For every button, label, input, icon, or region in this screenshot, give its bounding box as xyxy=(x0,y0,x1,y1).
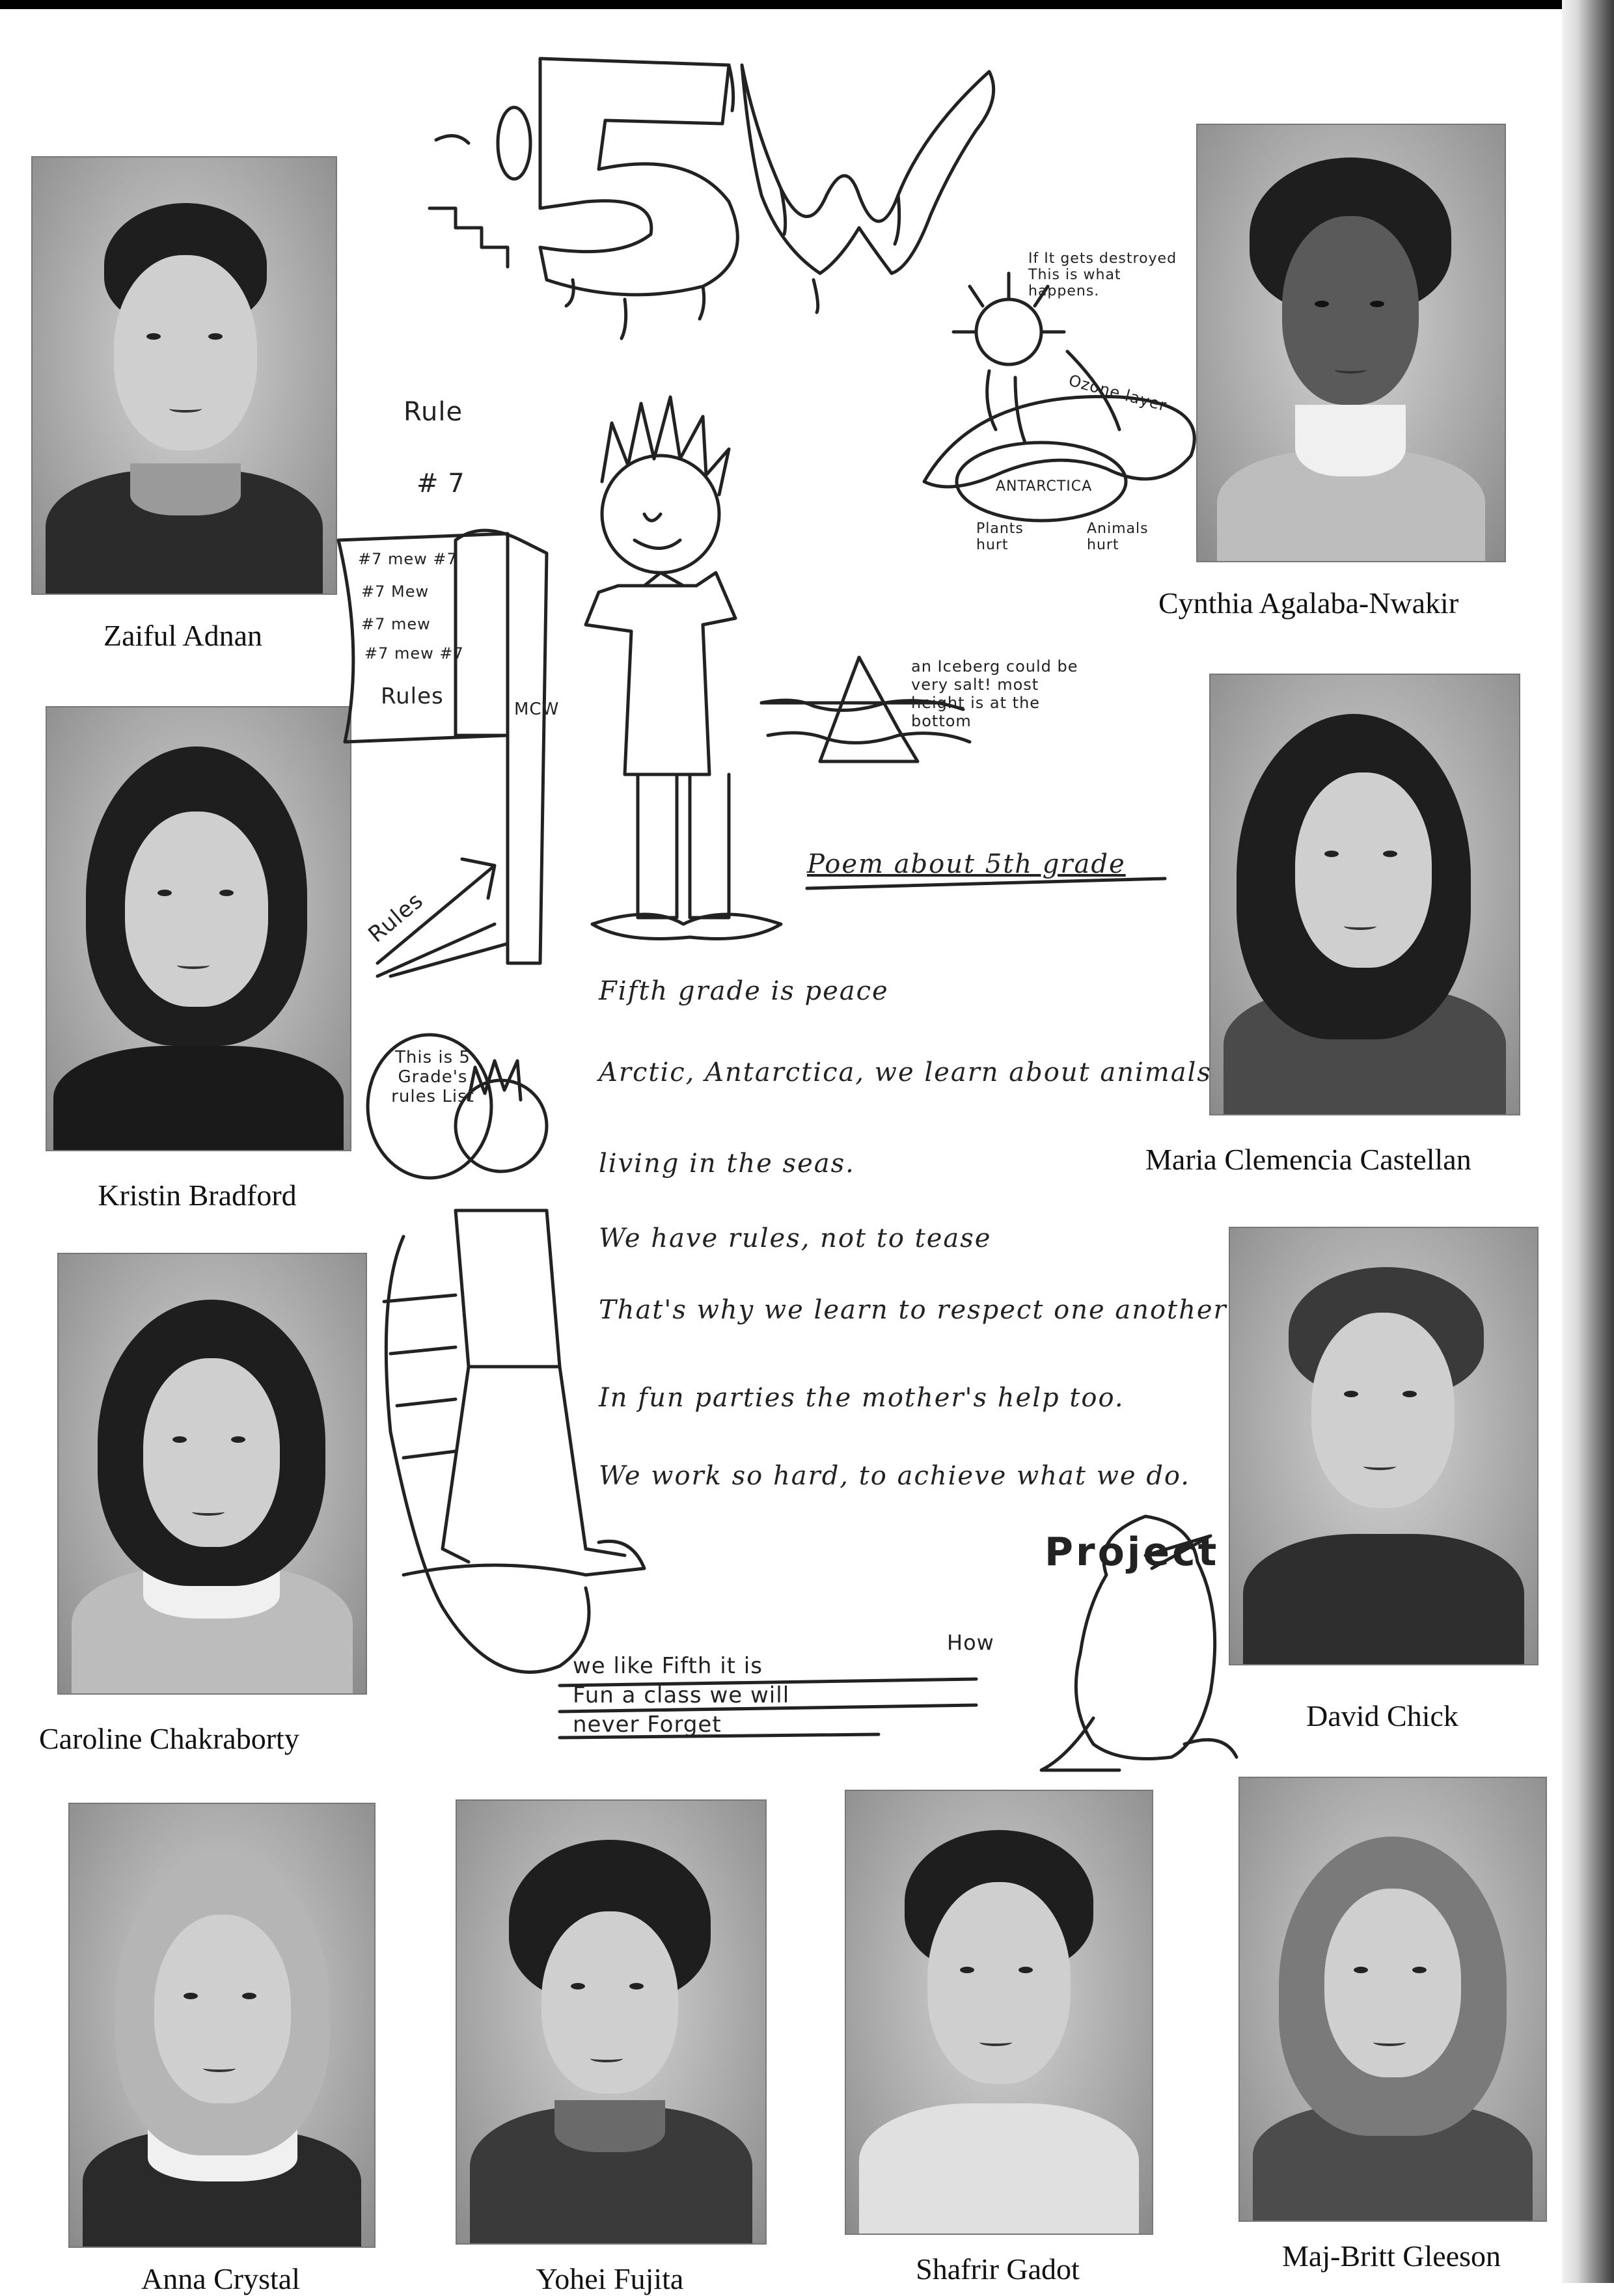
plants-label: Plants hurt xyxy=(976,521,1024,553)
poem-line: Fifth grade is peace xyxy=(599,976,889,1006)
animals-label: Animals hurt xyxy=(1087,521,1149,553)
project-label: Project xyxy=(1045,1529,1220,1575)
bottom-note-line: we like Fifth it is xyxy=(573,1653,763,1679)
bottom-note-how: How xyxy=(947,1630,994,1655)
bottom-note-line: Fun a class we will xyxy=(573,1682,790,1708)
student-name: Caroline Chakraborty xyxy=(39,1722,299,1755)
poem-line: living in the seas. xyxy=(599,1149,855,1179)
mew-line: #7 mew xyxy=(361,615,431,633)
poem-title: Poem about 5th grade xyxy=(807,849,1126,879)
ozone-note: If It gets destroyed This is what happens. xyxy=(1028,251,1177,299)
student-name: Kristin Bradford xyxy=(98,1179,297,1212)
iceberg-note: an Iceberg could be very salt! most height is at the bottom xyxy=(911,657,1078,730)
boy-torso xyxy=(586,573,735,774)
title-five-outline xyxy=(540,59,737,295)
poem-line: In fun parties the mother's help too. xyxy=(599,1383,1125,1413)
bottom-note-line: never Forget xyxy=(573,1712,722,1738)
rules-list-bubble: This is 5 Grade's rules List xyxy=(391,1048,474,1106)
student-name: Cynthia Agalaba-Nwakir xyxy=(1158,586,1459,620)
antarctica-label: ANTARCTICA xyxy=(996,478,1093,495)
poem-line: Arctic, Antarctica, we learn about animals xyxy=(599,1058,1212,1087)
student-name: Yohei Fujita xyxy=(536,2262,684,2295)
ozone-layer-label: Ozone layer xyxy=(1067,371,1169,415)
poem-line: We work so hard, to achieve what we do. xyxy=(599,1461,1191,1491)
rules-arrow-label: Rules xyxy=(363,887,429,948)
mew-line: #7 mew #7 xyxy=(358,550,458,568)
rules-scroll xyxy=(456,530,547,963)
title-w-outline xyxy=(742,65,994,273)
student-name: Shafrir Gadot xyxy=(916,2252,1080,2286)
student-name: David Chick xyxy=(1306,1699,1458,1732)
student-name: Maj-Britt Gleeson xyxy=(1282,2239,1501,2273)
rule-title: Rule xyxy=(404,397,463,427)
mcw-label: MCW xyxy=(514,700,560,719)
poem-line: That's why we learn to respect one another xyxy=(599,1295,1227,1325)
poem-line: We have rules, not to tease xyxy=(599,1223,992,1253)
rules-label: Rules xyxy=(381,683,444,709)
student-name: Maria Clemencia Castellan xyxy=(1145,1143,1471,1176)
mew-line: #7 Mew xyxy=(361,582,430,601)
mew-line: #7 mew #7 xyxy=(364,644,464,663)
student-name: Zaiful Adnan xyxy=(103,619,262,652)
rule-number: # 7 xyxy=(417,469,465,499)
student-name: Anna Crystal xyxy=(141,2262,300,2295)
